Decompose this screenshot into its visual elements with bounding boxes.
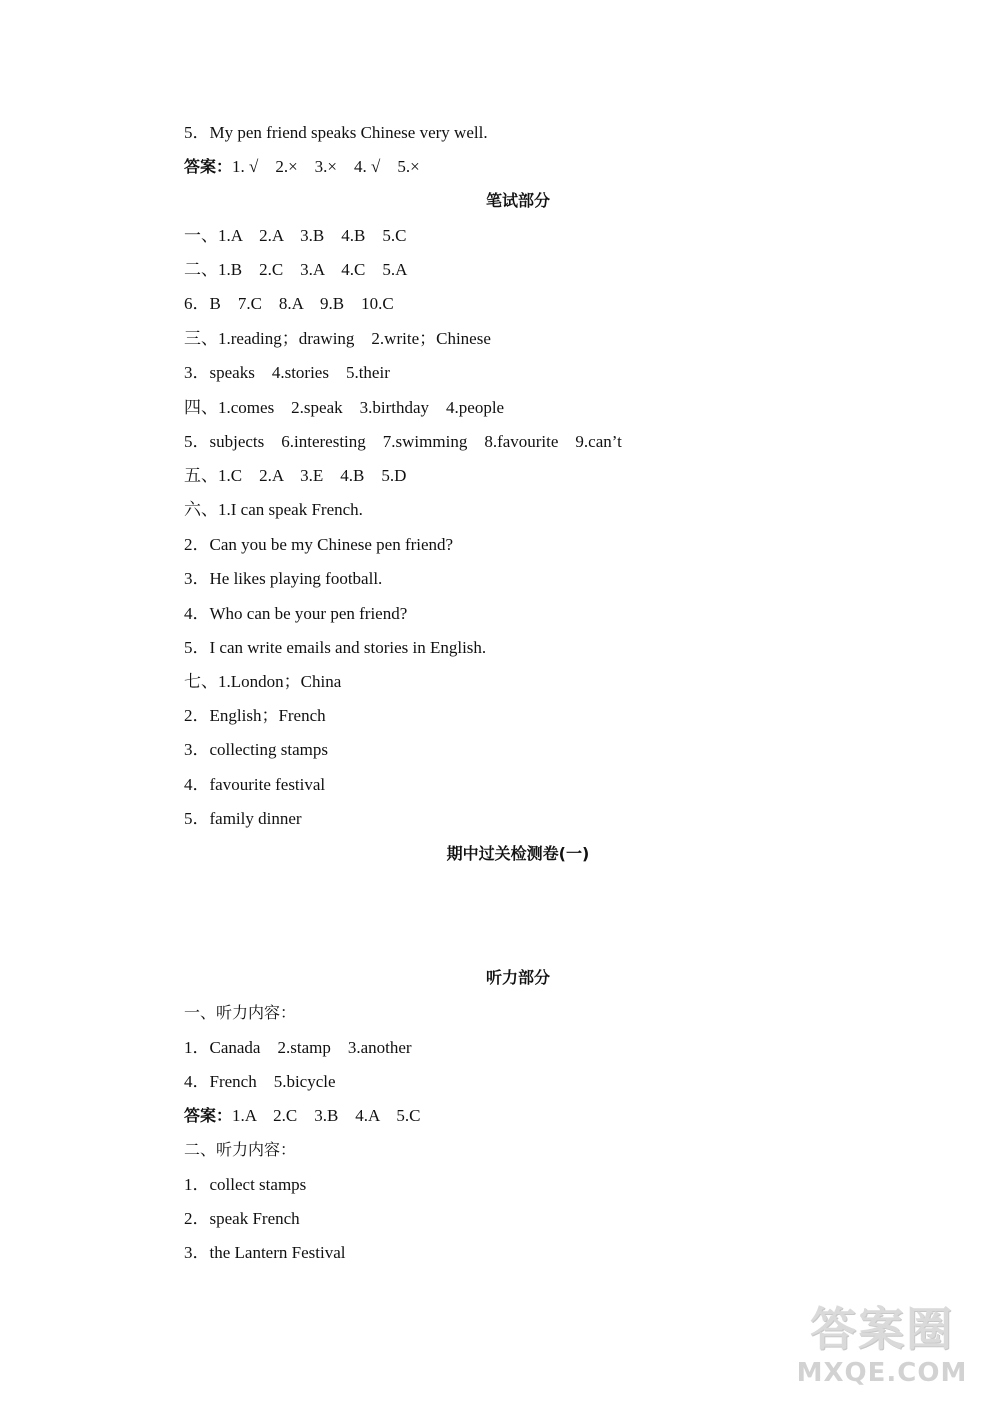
text-line: 3．collecting stamps <box>184 740 329 759</box>
text-line: 5．My pen friend speaks Chinese very well. <box>184 123 488 142</box>
text-line: 2．Can you be my Chinese pen friend? <box>184 535 454 554</box>
text-line: 二、1.B 2.C 3.A 4.C 5.A <box>184 260 408 279</box>
answer-values: 1.A 2.C 3.B 4.A 5.C <box>232 1106 421 1125</box>
text-line: 1．Canada 2.stamp 3.another <box>184 1038 412 1057</box>
text-line: 3．He likes playing football. <box>184 569 383 588</box>
section-heading: 期中过关检测卷(一) <box>446 844 590 863</box>
watermark-logo <box>782 1300 982 1400</box>
text-line: 二、听力内容： <box>184 1140 297 1159</box>
answer-line <box>184 156 420 178</box>
text-line: 五、1.C 2.A 3.E 4.B 5.D <box>184 466 407 485</box>
answer-line <box>184 1105 420 1127</box>
text-line: 一、听力内容： <box>184 1003 297 1022</box>
watermark-logo-text: 答案圈 <box>810 1302 954 1356</box>
text-line: 5．I can write emails and stories in English. <box>184 638 487 657</box>
text-line: 四、1.comes 2.speak 3.birthday 4.people <box>184 398 505 417</box>
text-line: 三、1.reading；drawing 2.write；Chinese <box>184 329 491 348</box>
text-line: 6．B 7.C 8.A 9.B 10.C <box>184 294 394 313</box>
text-line: 2．English；French <box>184 706 326 725</box>
text-line: 4．French 5.bicycle <box>184 1072 336 1091</box>
text-line: 2．speak French <box>184 1209 300 1228</box>
text-line: 1．collect stamps <box>184 1175 307 1194</box>
text-line: 六、1.I can speak French. <box>184 500 363 519</box>
section-heading: 听力部分 <box>485 968 550 987</box>
text-line: 3．the Lantern Festival <box>184 1243 346 1262</box>
answer-label: 答案： <box>184 1106 233 1125</box>
text-line: 4．Who can be your pen friend? <box>184 604 408 623</box>
answer-values: 1. √ 2.× 3.× 4. √ 5.× <box>232 157 420 176</box>
text-line: 5．subjects 6.interesting 7.swimming 8.favourite 9.can’t <box>184 432 622 451</box>
text-line: 4．favourite festival <box>184 775 326 794</box>
watermark-url: MXQE.COM <box>796 1358 968 1388</box>
answer-label: 答案： <box>184 157 233 176</box>
text-line: 七、1.London；China <box>184 672 342 691</box>
section-heading: 笔试部分 <box>485 191 550 210</box>
text-line: 3．speaks 4.stories 5.their <box>184 363 390 382</box>
text-line: 5．family dinner <box>184 809 302 828</box>
text-line: 一、1.A 2.A 3.B 4.B 5.C <box>184 226 407 245</box>
